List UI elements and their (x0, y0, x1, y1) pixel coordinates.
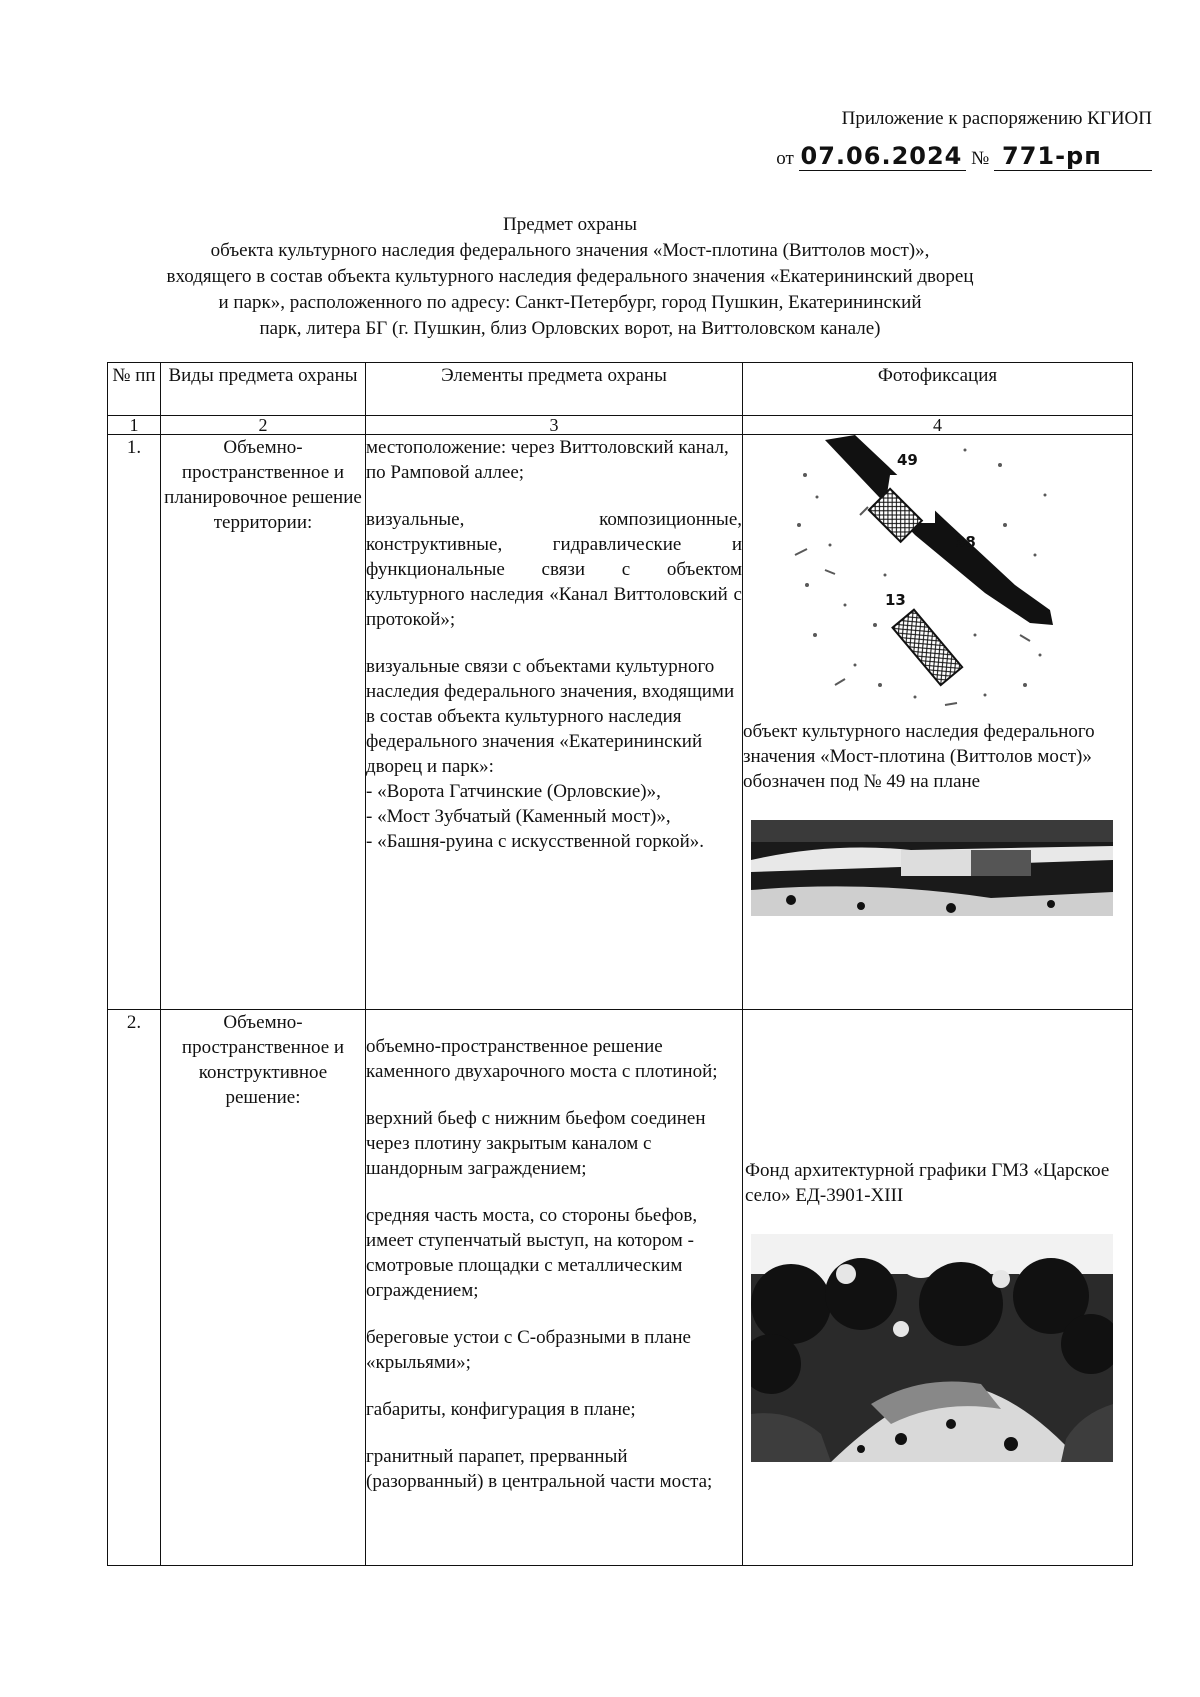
appendix-number: 771-рп (994, 142, 1152, 171)
table-row (108, 1010, 1133, 1566)
protection-table (107, 362, 1133, 1566)
element-item: визуальные связи с объектами культурного наследия федерального значения, входящими в состав объекта культурного наследия федерального значения «Екатерининский дворец и парк»: - «Ворота Гатчинские (Орловские)», - «Мост Зубчатый (Каменный мост)», - «Башня-руина с искусственной горкой». (366, 656, 735, 852)
title-line-3: входящего в состав объекта культурного наследия федерального значения «Екатерининский дворец (166, 266, 974, 287)
col-number-2: 2 (161, 416, 366, 435)
bridge-photo-1 (751, 820, 1113, 916)
element-item: верхний бьеф с нижним бьефом соединен через плотину закрытым каналом с шандорным заграждением; (366, 1108, 706, 1179)
appendix-ot: от (776, 148, 794, 169)
element-item: гранитный парапет, прерванный (разорванный) в центральной части моста; (366, 1446, 713, 1492)
column-number-row (108, 416, 1133, 435)
appendix-date-line (776, 142, 1152, 171)
appendix-no: № (971, 148, 990, 169)
title-line-2: объекта культурного наследия федерального значения «Мост-плотина (Виттолов мост)», (210, 240, 930, 261)
header-elements: Элементы предмета охраны (366, 363, 743, 416)
title-line-1: Предмет охраны (503, 214, 637, 235)
canal-shape (825, 435, 1053, 625)
bridge-photo-2 (751, 1234, 1113, 1462)
header-kind: Виды предмета охраны (161, 363, 366, 416)
row-photo-cell (743, 435, 1133, 1010)
row-number: 2. (108, 1010, 161, 1566)
document-title (120, 212, 1020, 342)
table-header-row (108, 363, 1133, 416)
site-plan-map (785, 435, 1070, 717)
col-number-3: 3 (366, 416, 743, 435)
map-label-38: 38 (955, 533, 976, 551)
row-kind: Объемно-пространственное и планировочное решение территории: (161, 435, 366, 1010)
title-line-4: и парк», расположенного по адресу: Санкт-Петербург, город Пушкин, Екатерининский (218, 292, 922, 313)
row-number: 1. (108, 435, 161, 1010)
element-item: объемно-пространственное решение каменного двухарочного моста с плотиной; (366, 1036, 718, 1082)
row-elements (366, 435, 743, 1010)
header-num: № пп (108, 363, 161, 416)
photo-caption: Фонд архитектурной графики ГМЗ «Царское село» ЕД-3901-XIII (745, 1160, 1110, 1206)
row-kind: Объемно-пространственное и конструктивное решение: (161, 1010, 366, 1566)
element-item: визуальные, композиционные, конструктивные, гидравлические и функциональные связи с объектом культурного наследия «Канал Виттоловский с протокой»; (366, 509, 742, 630)
object-13-marker (892, 610, 962, 685)
element-item: габариты, конфигурация в плане; (366, 1399, 636, 1420)
appendix-title: Приложение к распоряжению КГИОП (841, 108, 1152, 129)
row-photo-cell (743, 1010, 1133, 1566)
map-label-49: 49 (897, 451, 918, 469)
appendix-date: 07.06.2024 (799, 142, 967, 171)
col-number-4: 4 (743, 416, 1133, 435)
element-item: береговые устои с С-образными в плане «крыльями»; (366, 1327, 691, 1373)
appendix-header (776, 108, 1152, 171)
header-photo: Фотофиксация (743, 363, 1133, 416)
element-item: средняя часть моста, со стороны бьефов, имеет ступенчатый выступ, на котором - смотровые площадки с металлическим ограждением; (366, 1205, 698, 1301)
table-row (108, 435, 1133, 1010)
row-elements (366, 1010, 743, 1566)
col-number-1: 1 (108, 416, 161, 435)
element-item: местоположение: через Виттоловский канал, по Рамповой аллее; (366, 437, 729, 483)
map-label-13: 13 (885, 591, 906, 609)
photo-caption: объект культурного наследия федерального значения «Мост-плотина (Виттолов мост)» обозначен под № 49 на плане (743, 721, 1095, 792)
title-line-5: парк, литера БГ (г. Пушкин, близ Орловских ворот, на Виттоловском канале) (259, 318, 881, 339)
